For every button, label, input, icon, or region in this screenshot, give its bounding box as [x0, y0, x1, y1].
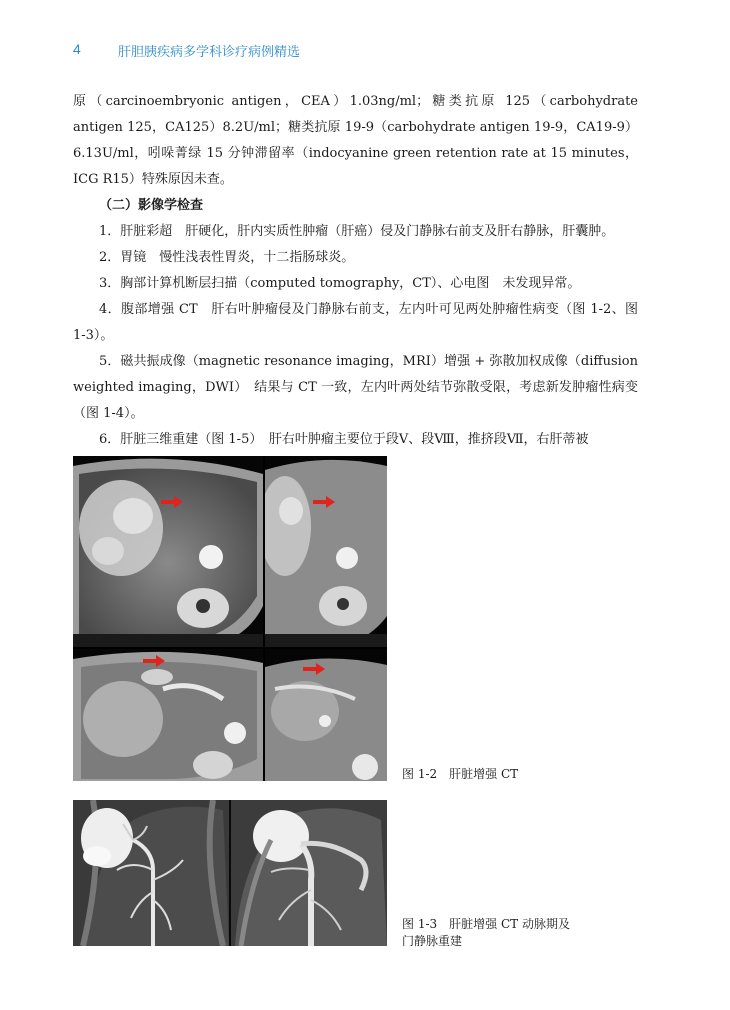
figure-1-3-caption-line-1: 图 1-3 肝脏增强 CT 动脉期及 — [402, 917, 570, 931]
arrow-marker — [143, 655, 165, 667]
figure-1-3-reconstruction — [73, 800, 387, 946]
body-text — [73, 89, 638, 453]
arrow-marker — [161, 496, 183, 508]
section-heading-imaging: （二）影像学检查 — [99, 198, 204, 213]
reconstruction-portal-phase — [231, 800, 387, 946]
paragraph-3d-reconstruction: 6．肝脏三维重建（图 1-5） 肝右叶肿瘤主要位于段Ⅴ、段Ⅷ，推挤段Ⅶ，右肝蒂被 — [99, 432, 589, 447]
page-number: 4 — [73, 41, 81, 57]
figure-1-2-caption: 图 1-2 肝脏增强 CT — [402, 767, 519, 781]
paragraph-ultrasound: 1．肝脏彩超 肝硬化，肝内实质性肿瘤（肝癌）侵及门静脉右前支及肝右静脉，肝囊肿。 — [99, 224, 615, 239]
paragraph-mri: 5．磁共振成像（magnetic resonance imaging，MRI）增强 + 弥散加权成像（diffusion weighted imaging，DWI） 结果与 CT 一致，左内叶两处结节弥散受限，考虑新发肿瘤性病变（图 1-4）。 — [73, 354, 638, 421]
reconstruction-arterial-phase — [73, 800, 229, 946]
ct-panel-top-right — [265, 456, 387, 647]
arrow-marker — [303, 663, 325, 675]
ct-panel-bottom-left — [73, 649, 263, 781]
figure-1-3-caption — [402, 916, 570, 950]
ct-panel-bottom-right — [265, 649, 387, 781]
figure-1-3-caption-line-2: 门静脉重建 — [402, 934, 463, 948]
running-title: 肝胆胰疾病多学科诊疗病例精选 — [118, 45, 301, 60]
paragraph-chest-ct: 3．胸部计算机断层扫描（computed tomography，CT）、心电图 未发现异常。 — [99, 276, 581, 291]
paragraph-abdominal-ct: 4．腹部增强 CT 肝右叶肿瘤侵及门静脉右前支，左内叶可见两处肿瘤性病变（图 1-2、图 1-3）。 — [73, 302, 638, 343]
paragraph-gastroscopy: 2．胃镜 慢性浅表性胃炎，十二指肠球炎。 — [99, 250, 355, 265]
figure-1-2-ct-grid — [73, 456, 387, 781]
paragraph-lab-results: 原（carcinoembryonic antigen，CEA）1.03ng/ml；糖类抗原 125（carbohydrate antigen 125，CA125）8.2U/ml；糖类抗原 19-9（carbohydrate antigen 19-9，CA19-9）6.13U/ml，吲哚菁绿 15 分钟滞留率（indocyanine green retention rate at 15 minutes，ICG R15）特殊原因未查。 — [73, 94, 638, 187]
arrow-marker — [313, 496, 335, 508]
ct-panel-top-left — [73, 456, 263, 647]
